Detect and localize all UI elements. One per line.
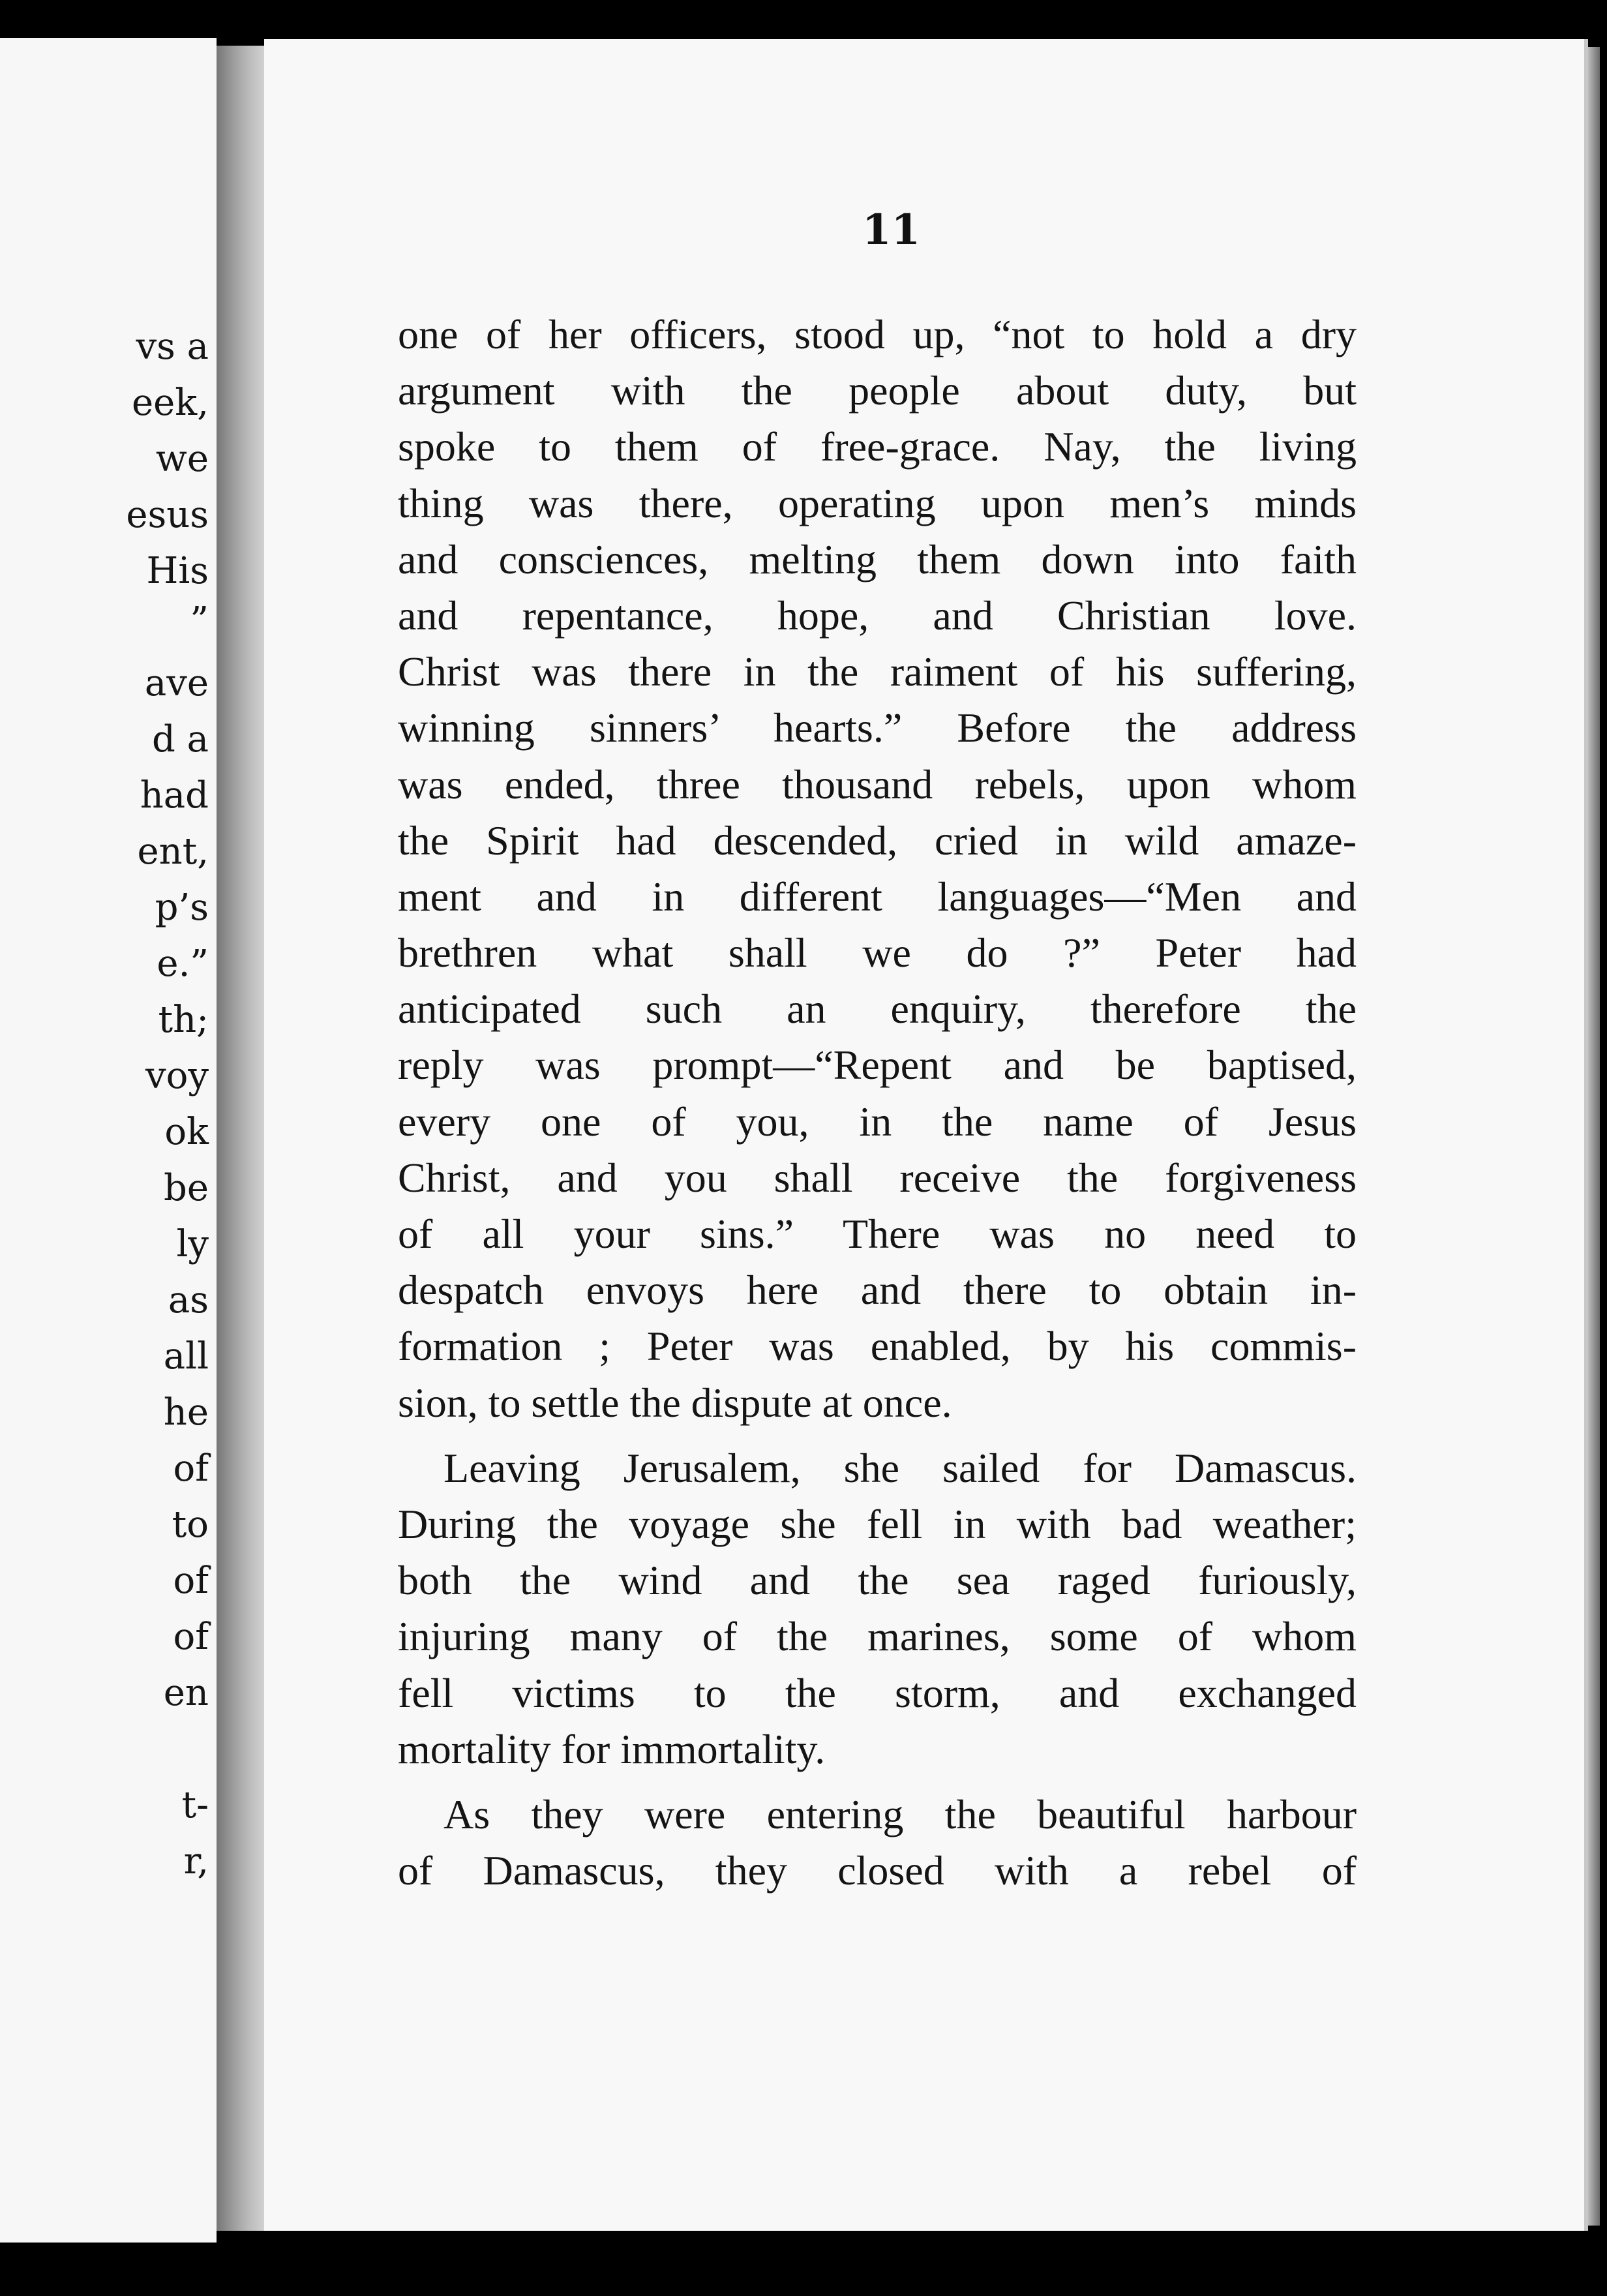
page-number: 11 (862, 205, 921, 254)
left-page-line: e.” (157, 943, 209, 985)
left-page-line: had (140, 774, 209, 817)
text-line: thing was there, operating upon men’s minds (398, 479, 1357, 526)
left-page-line: voy (145, 1055, 209, 1097)
text-line: of Damascus, they closed with a rebel of (398, 1847, 1357, 1894)
text-line: As they were entering the beautiful harbour (443, 1790, 1357, 1837)
text-line: brethren what shall we do ?” Peter had (398, 929, 1357, 976)
left-page-line: His (146, 550, 209, 592)
text-line: ment and in different languages—“Men and (398, 873, 1357, 920)
left-page-line: we (155, 438, 209, 480)
text-line: every one of you, in the name of Jesus (398, 1098, 1357, 1145)
left-page-line: vs a (136, 325, 209, 368)
text-line: winning sinners’ hearts.” Before the address (398, 704, 1357, 751)
left-page-line: of (173, 1560, 209, 1602)
text-line: sion, to settle the dispute at once. (398, 1379, 952, 1426)
paragraph (398, 1787, 1357, 1899)
text-line: despatch envoys here and there to obtain in- (398, 1267, 1357, 1314)
left-page-line: as (168, 1279, 209, 1322)
left-page-line: ok (164, 1111, 209, 1153)
text-line: and consciences, melting them down into faith (398, 536, 1357, 582)
text-line: reply was prompt—“Repent and be baptised, (398, 1042, 1357, 1089)
left-page-line: th; (158, 999, 209, 1041)
left-page-line: ly (176, 1223, 209, 1265)
body-text (398, 307, 1357, 1899)
text-line: argument with the people about duty, but (398, 367, 1357, 414)
text-line: Leaving Jerusalem, she sailed for Damascus. (443, 1444, 1357, 1491)
text-line: During the voyage she fell in with bad weather; (398, 1500, 1357, 1547)
left-page-line: p’s (155, 886, 209, 929)
left-page-line: r, (183, 1840, 209, 1882)
left-page-line: esus (126, 494, 209, 536)
left-page-line: en (163, 1672, 209, 1714)
paragraph (398, 1440, 1357, 1777)
left-page-line: to (172, 1503, 209, 1546)
paragraph (398, 307, 1357, 1431)
text-line: mortality for immortality. (398, 1725, 826, 1772)
text-line: both the wind and the sea raged furiously, (398, 1557, 1357, 1604)
left-page-line: all (163, 1335, 209, 1378)
text-line: injuring many of the marines, some of whom (398, 1613, 1357, 1660)
left-page-line: t- (181, 1784, 209, 1826)
text-line: the Spirit had descended, cried in wild amaze- (398, 817, 1357, 864)
left-page-line: eek, (131, 382, 209, 424)
text-line: Christ was there in the raiment of his suffering, (398, 648, 1357, 695)
text-line: was ended, three thousand rebels, upon whom (398, 761, 1357, 808)
text-line: spoke to them of free-grace. Nay, the living (398, 423, 1357, 470)
left-page-line: ent, (137, 830, 209, 873)
left-page-line: of (173, 1447, 209, 1490)
text-line: of all your sins.” There was no need to (398, 1211, 1357, 1257)
left-page-line: he (163, 1391, 209, 1434)
text-line: anticipated such an enquiry, therefore the (398, 986, 1357, 1033)
left-page-line: of (173, 1616, 209, 1658)
text-line: formation ; Peter was enabled, by his commis- (398, 1323, 1357, 1370)
book-gutter-shadow (217, 46, 269, 2231)
left-page-line: be (164, 1167, 209, 1209)
left-page-line: ave (144, 662, 209, 704)
facing-left-page (0, 38, 217, 2243)
text-line: fell victims to the storm, and exchanged (398, 1669, 1357, 1716)
left-page-line: ” (190, 599, 209, 642)
text-line: one of her officers, stood up, “not to hold a dry (398, 311, 1357, 357)
text-line: Christ, and you shall receive the forgiveness (398, 1154, 1357, 1201)
page-edge-shadow (1588, 47, 1600, 2226)
text-line: and repentance, hope, and Christian love. (398, 592, 1357, 639)
left-page-line: d a (151, 718, 209, 761)
